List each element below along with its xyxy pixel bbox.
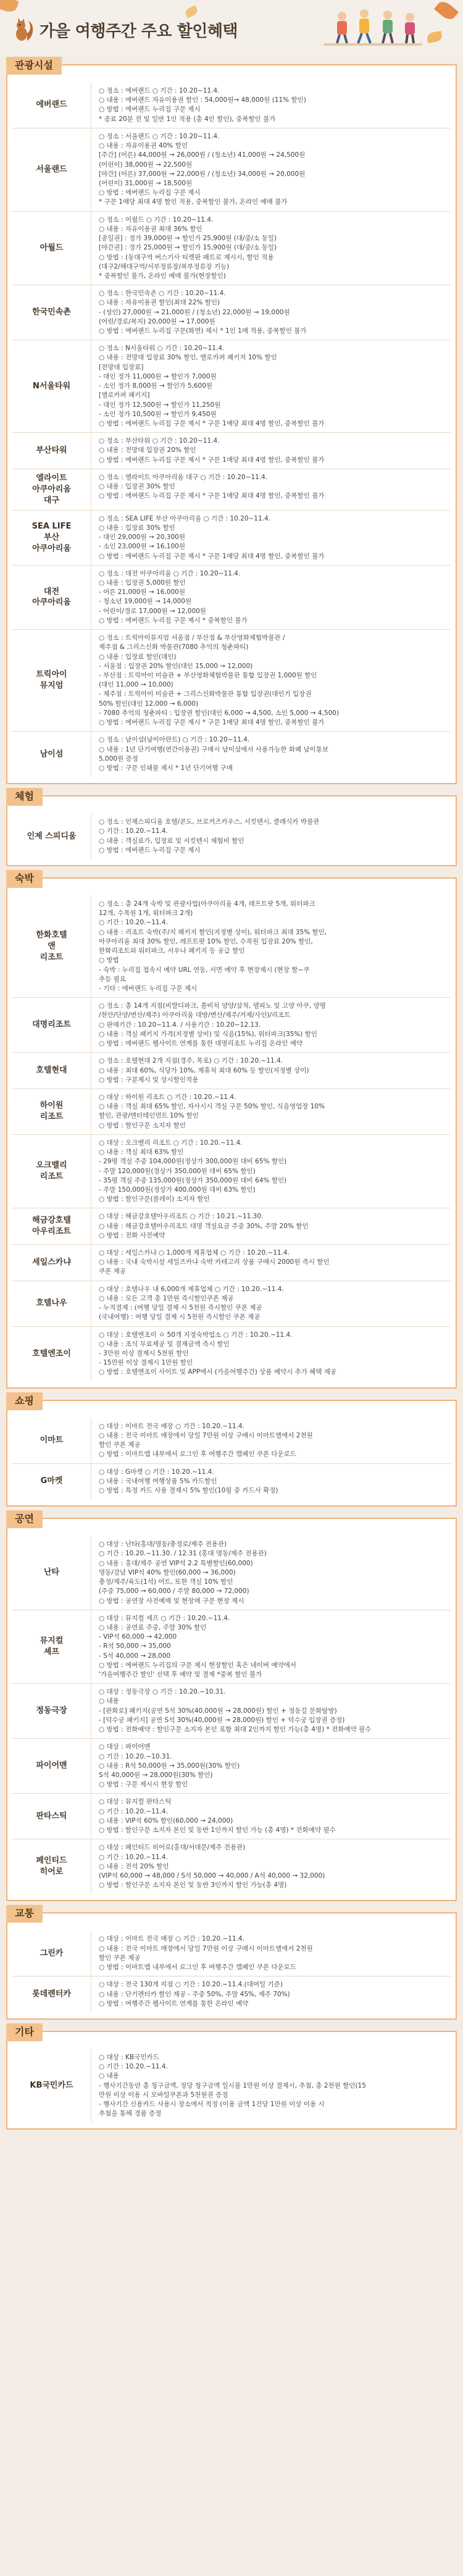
detail-line: ○ 방법 : 에버랜드 웹사이트 연계를 통한 대명리조트 누리집 온라인 예약 bbox=[99, 1040, 303, 1048]
detail-line: ○ 내용 : 리조트 숙박(주/지 패키지 할인(지정별 상이), 워터파크 최대 35% 할인, bbox=[99, 928, 327, 936]
detail-line: ○ 방법 : 전화 사전예약 bbox=[99, 1231, 165, 1239]
benefit-details bbox=[91, 1208, 451, 1244]
detail-line: - 기타 : 에버랜드 누리집 구문 제시 bbox=[99, 985, 198, 992]
detail-line: '가을여행주간 할인' 선택 후 예약 및 결제 *중복 할인 불가 bbox=[99, 1671, 262, 1679]
detail-line: ○ 내용 : 국내여행 여행상품 5% 카드할인 bbox=[99, 1477, 217, 1485]
detail-line: 한화리조트와 워터파크, 서우나 패키지 등 공급 할인 bbox=[99, 947, 245, 955]
benefit-details bbox=[91, 1931, 451, 1976]
benefit-details bbox=[91, 732, 451, 777]
detail-line: 쿠폰 제공 bbox=[99, 1268, 126, 1276]
venue-name: 그린카 bbox=[12, 1931, 91, 1976]
benefit-details bbox=[91, 2049, 451, 2123]
detail-line: [전망대 입장료] bbox=[99, 363, 144, 371]
detail-line: ○ 방법 : 할인구문 소지자 할인 bbox=[99, 1121, 186, 1129]
detail-line: ○ 내용 bbox=[99, 1697, 119, 1705]
section-title: 체험 bbox=[6, 788, 43, 806]
benefit-row bbox=[12, 1610, 451, 1684]
detail-line: - 어린이/경로 17,000원 → 12,000원 bbox=[99, 607, 206, 615]
venue-name: 남이섬 bbox=[12, 732, 91, 777]
benefit-details bbox=[91, 340, 451, 432]
detail-line: ○ 기간 : 10.20.~11.4. bbox=[99, 1807, 168, 1815]
benefit-table bbox=[12, 1418, 451, 1500]
detail-line: ○ 방법 : 에버랜드 누리집 구문 제시 * 구문 1매당 최대 4명 할인, 중복할인 불가 bbox=[99, 456, 325, 464]
leaf-decoration bbox=[434, 0, 459, 22]
venue-name: 정동극장 bbox=[12, 1684, 91, 1738]
detail-line: ○ 대상 : 뮤지컬 셰프 ○ 기간 : 10.20.~11.4. bbox=[99, 1614, 230, 1622]
venue-name: 대전 아쿠아리움 bbox=[12, 566, 91, 629]
venue-name: 호텔엔조이 bbox=[12, 1327, 91, 1381]
venue-name: 파이어맨 bbox=[12, 1739, 91, 1793]
detail-line: ○ 정소 : 총 24개 숙박 및 관광사업(아쿠아리움 4개, 래프트팟 5개, 워터파크 bbox=[99, 900, 315, 908]
detail-line: [엘로카퍼 패키지] bbox=[99, 391, 150, 399]
detail-line: ○ 정소 : 엘라이트 아쿠아리움 대구 ○ 기간 : 10.20~11.4. bbox=[99, 473, 268, 481]
detail-line: ○ 정소 : 남이섬(남이아란트) ○ 기간 : 10.20~11.4. bbox=[99, 736, 250, 744]
detail-line: ○ 내용 : 전망대 입장권 20% 할인 bbox=[99, 446, 196, 454]
benefit-details bbox=[91, 1739, 451, 1793]
detail-line: [야간] (어른) 37,000원 → 22,000원 / (청소년) 34,000원 → 20,000원 bbox=[99, 170, 306, 178]
benefit-details bbox=[91, 814, 451, 859]
detail-line: ○ 내용 : 국내 숙박시설 세일즈카냐 숙박 카테고리 상품 구매시 2000원 즉시 할인 bbox=[99, 1258, 330, 1266]
benefit-row bbox=[12, 1463, 451, 1500]
detail-line: - 어른 21,000원 → 16,000원 bbox=[99, 588, 185, 596]
detail-line: - 35평 객실 주중 135,000원(정상가 350,000원 대비 64% 할인) bbox=[99, 1176, 287, 1184]
venue-name: G마켓 bbox=[12, 1464, 91, 1500]
detail-line: - 대인 정가 12,500원 → 할인가 11,250원 bbox=[99, 401, 221, 409]
benefit-row bbox=[12, 896, 451, 997]
detail-line: - 소인 정가 10,500원 → 할인가 9,450원 bbox=[99, 410, 217, 418]
detail-line: ○ 방법 : 에버랜드 누리집 구문 제시 * 구문 1매당 최대 4명 할인, 중복할인 불가 bbox=[99, 420, 325, 427]
detail-line: ○ 방법 : 호텔엔조이 사이트 및 APP에서 (가을여행주간) 상품 예약시 추가 혜택 제공 bbox=[99, 1368, 337, 1376]
detail-line: - 서울점 : 입장권 20% 할인(대인 15,000 → 12,000) bbox=[99, 662, 253, 670]
detail-line: ○ 방법 : 구문 인쇄물 제시 * 1년 단기여행 구매 bbox=[99, 764, 233, 772]
detail-line: 아쿠아리움 최대 30% 할인, 레프트팟 10% 할인, 수목원 입장료 20% 할인, bbox=[99, 937, 313, 945]
venue-name: 트릭아이 뮤지엄 bbox=[12, 630, 91, 731]
detail-line: ○ 대상 : 이마트 전국 매장 ○ 기간 : 10.20.~11.4. bbox=[99, 1935, 244, 1943]
benefit-details bbox=[91, 433, 451, 469]
benefit-details bbox=[91, 285, 451, 340]
detail-line: ○ 내용 : 단기렌터카 할인 제공 - 주중 50%, 주말 45%, 제주 70%) bbox=[99, 1990, 290, 1998]
detail-line: ○ 정소 : 한국민속촌 ○ 기간 : 10.20~11.4. bbox=[99, 290, 226, 298]
benefit-section bbox=[6, 1513, 457, 1901]
benefit-details bbox=[91, 128, 451, 211]
detail-line: - 15만원 이상 결제시 1만원 할인 bbox=[99, 1359, 193, 1367]
detail-line: ○ 기간 : 10.20.~11.4. bbox=[99, 2063, 168, 2071]
benefit-row bbox=[12, 340, 451, 432]
benefit-row bbox=[12, 565, 451, 629]
detail-line: ○ 대상 : G마켓 ○ 기간 : 10.20.~11.4. bbox=[99, 1468, 214, 1476]
detail-line: ○ 대상 : 세일스카냐 ○ 1,000개 제휴업체 ○ 기간 : 10.20.~11.4. bbox=[99, 1249, 290, 1257]
benefit-row bbox=[12, 1839, 451, 1894]
benefit-table bbox=[12, 896, 451, 1381]
detail-line: ○ 기간 : 10.20.~11.30. / 12.31 (홍대 명동/제주 전용관) bbox=[99, 1550, 267, 1558]
detail-line: ○ 내용 : 입장권 30% 할인 bbox=[99, 483, 175, 491]
detail-line: ○ 내용 : 객실 패키지 가격(지정별 상이) 및 식음(15%), 워터파크(35%) 할인 bbox=[99, 1030, 317, 1038]
benefit-details bbox=[91, 1281, 451, 1326]
detail-line: - 행사기간 신용카드 사용시 장소에서 적정 (이용 금액 1건당 1만원 이상 이용 시 bbox=[99, 2101, 325, 2109]
benefit-details bbox=[91, 1089, 451, 1134]
benefit-row bbox=[12, 211, 451, 285]
detail-line: ○ 방법 : 에버랜드 누리집 구문(화면) 제시 * 1인 1매 적용, 중복할인 불가 bbox=[99, 327, 307, 335]
detail-line: ○ 정소 : 트릭아이뮤지엄 서울점 / 부산점 & 부산영화체험박물관 / bbox=[99, 634, 285, 642]
venue-name: 서울랜드 bbox=[12, 128, 91, 211]
benefit-row bbox=[12, 1536, 451, 1610]
detail-line: ○ 방법 : 전화예약 : 할인구문 소지자 본인 포함 최대 2인까지 할인 가능(총 4명) * 전화예약 필수 bbox=[99, 1726, 372, 1734]
benefit-details bbox=[91, 1976, 451, 2012]
detail-line: ○ 내용 : VIP석 60% 할인(60,000 → 24,000) bbox=[99, 1817, 233, 1825]
detail-line: ○ 내용 : 전석 20% 할인 bbox=[99, 1862, 169, 1870]
detail-line: ○ 내용 : 입장료 30% 할인 bbox=[99, 524, 175, 532]
detail-line: [종일권] : 정가 39,000원 → 할인가 25,900원 (대/중/소 동일) bbox=[99, 235, 277, 243]
detail-line: ○ 내용 : 전국 이마트 매장에서 당일 7만원 이상 구매시 이마트엘에서 2천원 bbox=[99, 1944, 313, 1952]
detail-line: ○ 내용 : 해금강호텔아우리조트 대명 객실요금 주중 30%, 주말 20% 할인 bbox=[99, 1222, 309, 1230]
leaf-decoration bbox=[427, 31, 443, 43]
detail-line: ○ 내용 : 입장권 5,000원 할인 bbox=[99, 579, 186, 587]
benefit-section bbox=[6, 1394, 457, 1507]
detail-line: - VIP석 60,000 → 42,000 bbox=[99, 1633, 177, 1641]
detail-line: ○ 방법 : 공연장 사전예매 및 현장매 구문 현장 제시 bbox=[99, 1597, 244, 1605]
detail-line: - 누적결제 : (여행 당일 결제 시 5천원 즉시할인 쿠폰 제공 bbox=[99, 1304, 262, 1312]
benefit-details bbox=[91, 1610, 451, 1684]
squirrel-icon bbox=[14, 17, 35, 42]
detail-line: ○ 방법 : 할인구문 소지자 본인 및 동반 3인까지 할인 가능(총 4명) bbox=[99, 1881, 287, 1889]
detail-line: ○ 기간 : 10.20.~11.4. bbox=[99, 919, 168, 927]
section-title: 교통 bbox=[6, 1905, 43, 1923]
detail-line: ○ 방법 : 여행주간 웹사이트 연계를 통한 온라인 예약 bbox=[99, 1999, 249, 2007]
detail-line: ○ 방법 : 특정 카드 사용 결제시 5% 할인(10월 중 카드사 확정) bbox=[99, 1486, 278, 1494]
detail-line: - 부산점 : 트릭아이 미술관 + 부산영화체험박물관 통합 입장권 1,000원 할인 bbox=[99, 671, 317, 679]
detail-line: ○ 방법 : 에버랜드 누리집 구문 제시 * 구문 1매당 최대 4명 할인, 중복할인 불가 bbox=[99, 719, 325, 727]
benefit-details bbox=[91, 1053, 451, 1089]
detail-line: ○ 방법 : 에버랜드 누리집의 구문 제시 현장할인 혹은 네이버 예약에서 bbox=[99, 1661, 296, 1669]
detail-line: - 숙박 : 누리집 접속시 예약 URL 연동, 서면 예약 후 현장제시 (현장 할~쿠 bbox=[99, 966, 310, 974]
benefit-row bbox=[12, 1931, 451, 1976]
detail-line: 할인 쿠폰 제공 bbox=[99, 1441, 141, 1449]
venue-name: 페인티드 히어로 bbox=[12, 1839, 91, 1894]
section-title: 기타 bbox=[6, 2023, 43, 2041]
benefit-details bbox=[91, 1536, 451, 1610]
detail-line: ○ 내용 : 객실료가, 입장료 및 서킷텐시 체험비 할인 bbox=[99, 837, 244, 845]
detail-line: 명동/강남 VIP석 40% 할인(60,000 → 36,000) bbox=[99, 1568, 236, 1576]
venue-name: 부산타워 bbox=[12, 433, 91, 469]
benefit-section bbox=[6, 2025, 457, 2130]
benefit-row bbox=[12, 1052, 451, 1089]
detail-line: 50% 할인(대인 12,000 → 6,000) bbox=[99, 700, 199, 708]
detail-line: ○ 정소 : 대전 아쿠아리움 ○ 기간 : 10.20~11.4. bbox=[99, 569, 241, 577]
detail-line: ○ 내용 : 공연료 주중, 주말 30% 할인 bbox=[99, 1623, 207, 1631]
venue-name: 해금강호텔 아우리조트 bbox=[12, 1208, 91, 1244]
detail-line: 할인, 관광/엔터테인먼트 10% 할인 bbox=[99, 1112, 199, 1120]
detail-line: ○ 기간 : 10.20.~11.4. bbox=[99, 1853, 168, 1861]
benefit-details bbox=[91, 896, 451, 997]
benefit-row bbox=[12, 469, 451, 510]
detail-line: ○ 방법 : 할인구문 소지자 본인 및 동반 1인까지 할인 가능 (총 4명) * 전화예약 필수 bbox=[99, 1826, 336, 1834]
page-header bbox=[0, 0, 463, 56]
detail-line: (어린이) 31,000원 → 18,500원 bbox=[99, 179, 193, 187]
detail-line: ○ 내용 : 조식 무료제공 및 결제금액 즉시 할인 bbox=[99, 1340, 230, 1348]
detail-line: ○ 방법 : 이마트앱 내부에서 로그인 후 여행주간 캠페인 쿠폰 다운로드 bbox=[99, 1450, 296, 1458]
detail-line: ○ 대상 : 페인티드 히어로(홍대/서대문/제주 전용관) bbox=[99, 1844, 246, 1852]
detail-line: - S석 40,000 → 28,000 bbox=[99, 1652, 171, 1660]
leaf-decoration bbox=[184, 5, 199, 18]
benefit-table bbox=[12, 1931, 451, 2012]
benefit-row bbox=[12, 1418, 451, 1463]
benefit-section bbox=[6, 790, 457, 866]
detail-line: ○ 기간 : 10.20.~11.4. bbox=[99, 827, 168, 835]
detail-line: ○ 내용 : 최대 60%, 식당가 10%, 제휴처 최대 60% 등 할인(지정별 상이) bbox=[99, 1066, 309, 1074]
venue-name: 오크밸리 리조트 bbox=[12, 1135, 91, 1208]
benefit-row bbox=[12, 1683, 451, 1738]
detail-line: ○ 대상 : 정동극장 ○ 기간 : 10.20.~10.31. bbox=[99, 1688, 226, 1696]
detail-line: ○ 내용 : 자유이용권 할인(최대 22% 할인) bbox=[99, 299, 220, 307]
detail-line: ○ 내용 : 입장료 할인(대인) bbox=[99, 653, 177, 661]
detail-line: - 소인 23,000원 → 16,100원 bbox=[99, 543, 185, 551]
venue-name: 뮤지컬 셰프 bbox=[12, 1610, 91, 1684]
detail-line: (어린이) 38,000원 → 22,500원 bbox=[99, 161, 193, 169]
detail-line: ○ 대상 : 해금강호텔아우리조트 ○ 기간 : 10.21.~11.30. bbox=[99, 1213, 264, 1221]
detail-line: * 종료 20분 전 및 일반 1인 적용 (총 4인 할인), 중복할인 불가 bbox=[99, 115, 276, 123]
detail-line: - 청소년 19,000원 → 14,000원 bbox=[99, 598, 192, 606]
detail-line: * 구문 1매당 최대 4명 할인 적용, 중복할인 불가, 온라인 예매 불가 bbox=[99, 198, 288, 206]
benefit-row bbox=[12, 2049, 451, 2123]
detail-line: - 제주점 : 트릭아이 미술관 + 그리스신화박물관 통합 입장권(대인기 입장권 bbox=[99, 690, 312, 698]
benefit-details bbox=[91, 1418, 451, 1463]
detail-line: - 주말 120,000원(정상가 350,000원 대비 65% 할인) bbox=[99, 1167, 256, 1175]
section-title: 공연 bbox=[6, 1510, 43, 1528]
detail-line: (어린/경로/복지) 20,000원 → 17,000원 bbox=[99, 317, 215, 325]
detail-line: ○ 정소 : 서울랜드 ○ 기간 : 10.20~11.4. bbox=[99, 132, 220, 140]
detail-line: ○ 내용 : 자유이용권 최대 36% 할인 bbox=[99, 225, 202, 233]
detail-line: 제주점 & 그리스신화 박물관(7080 추억의 청춘파티) bbox=[99, 643, 249, 651]
detail-line: (대인 11,000 → 10,000) bbox=[99, 681, 173, 689]
venue-name: 한국민속촌 bbox=[12, 285, 91, 340]
venue-name: 하이원 리조트 bbox=[12, 1089, 91, 1134]
detail-line: ○ 내용 : 객실 최대 65% 할인, 자사시시 객실 구문 50% 할인, 식음영업장 10% bbox=[99, 1103, 325, 1111]
detail-line: ○ 정소 : 이월드 ○ 기간 : 10.20~11.4. bbox=[99, 215, 214, 224]
detail-line: ○ 내용 : R석 50,000원 → 35,000원(30% 할인) bbox=[99, 1762, 240, 1770]
benefit-row bbox=[12, 1326, 451, 1381]
leaf-decoration bbox=[0, 0, 19, 14]
detail-line: ○ 정소 : 총 14개 지점(비발디파크, 쏠비치 양양/삼척, 델피노 및 고양 아쿠, 양평 bbox=[99, 1002, 326, 1010]
detail-line: ○ 방법 : 에버랜드 누리집 구문 제시 * 중복할인 불가 bbox=[99, 616, 248, 624]
benefit-row bbox=[12, 1738, 451, 1793]
detail-line: ○ 방법 : 에버랜드 누리집 구문 제시 bbox=[99, 106, 201, 114]
detail-line: ○ 방법 : 에버랜드 누리집 구문 제시 * 구문 1매당 최대 4명 할인, 중복할인 불가 bbox=[99, 552, 325, 560]
travelers-illustration bbox=[323, 6, 422, 53]
benefit-row bbox=[12, 997, 451, 1052]
section-title: 관광시설 bbox=[6, 57, 62, 75]
benefit-row bbox=[12, 1281, 451, 1326]
detail-line: S석 40,000원 → 28,000원(30% 할인) bbox=[99, 1771, 213, 1779]
detail-line: ○ 방법 : 구문 제시시 현장 할인 bbox=[99, 1781, 188, 1789]
detail-line: ○ 대상 : 뮤지컬 판타스틱 bbox=[99, 1798, 172, 1806]
detail-line: ○ 내용 : 에버랜드 자유이용권 할인 : 54,000원→ 48,000원 (11% 할인) bbox=[99, 96, 306, 104]
detail-line: ○ 방법 bbox=[99, 956, 119, 964]
benefit-row bbox=[12, 814, 451, 859]
venue-name: 세일스카냐 bbox=[12, 1245, 91, 1281]
detail-line: - R석 50,000 → 35,000 bbox=[99, 1642, 171, 1650]
venue-name: 인제 스피디움 bbox=[12, 814, 91, 859]
benefit-details bbox=[91, 1327, 451, 1381]
venue-name: SEA LIFE 부산 아쿠아리움 bbox=[12, 511, 91, 565]
venue-name: 판타스틱 bbox=[12, 1794, 91, 1839]
benefit-section bbox=[6, 59, 457, 784]
benefit-row bbox=[12, 1134, 451, 1208]
detail-line: ○ 대상 : 난타(홍대/명동/충정로/제주 전용관) bbox=[99, 1541, 227, 1549]
detail-line: 만원 이상 이용 시 모바일쿠폰과 5천원권 증정 bbox=[99, 2091, 228, 2099]
detail-line: - 29평 객실 주중 104,000원(정상가 300,000원 대비 65% 할인) bbox=[99, 1158, 287, 1166]
detail-line: 추첨을 통해 경품 증정 bbox=[99, 2110, 162, 2118]
detail-line: 할인 쿠폰 제공 bbox=[99, 1954, 141, 1962]
benefit-table bbox=[12, 814, 451, 859]
detail-line: ○ 대상 : 호텔나우 내 6,000개 제휴업체 ○ 기간 : 10.20.~11.4. bbox=[99, 1285, 284, 1293]
detail-line: - 7080 추억의 청춘파티 : 입장권 할인(대인 6,000 → 4,500, 소인 5,000 → 4,500) bbox=[99, 709, 340, 717]
detail-line: ○ 내용 : 1년 단기여행(연간이용권) 구매시 남이섬에서 사용가능한 화폐 남이통보 bbox=[99, 745, 329, 753]
detail-line: ○ 대상 : 이마트 전국 매장 ○ 기간 : 10.20.~11.4. bbox=[99, 1422, 244, 1430]
detail-line: ○ 정소 : 에버랜드 ○ 기간 : 10.20~11.4. bbox=[99, 87, 220, 94]
detail-line: - [덕수궁 패키지] 공연 S석 30%(40,000원 → 28,000원) 할인 + 덕수궁 입장권 증정) bbox=[99, 1716, 345, 1724]
detail-line: ○ 내용 : 전망대 입장료 30% 할인, 엘로카퍼 패키지 10% 할인 bbox=[99, 354, 277, 362]
detail-line: 12개, 수목원 1개, 워터파크 2개) bbox=[99, 910, 193, 918]
detail-line: - 소인 정가 8,000원 → 할인가 5,600원 bbox=[99, 382, 213, 390]
detail-line: ○ 방법 : 구분제시 및 상시할인적용 bbox=[99, 1076, 199, 1084]
benefit-details bbox=[91, 469, 451, 510]
detail-line: ○ 기간 : 10.20.~10.31. bbox=[99, 1752, 172, 1760]
section-title: 숙박 bbox=[6, 870, 43, 888]
detail-line: ○ 대상 : 호텔엔조이 ㅇ 50개 지정숙박업소 ○ 기간 : 10.20.~11.4. bbox=[99, 1331, 293, 1339]
detail-line: ○ 내용 : 모든 고객 총 1만원 즉시할인쿠폰 제공 bbox=[99, 1294, 234, 1302]
detail-line: ○ 판매기간 : 10.20~11.4. / 사용기간 : 10.20~12.13. bbox=[99, 1021, 261, 1029]
detail-line: ○ 정소 : 부산타워 ○ 기간 : 10.20~11.4. bbox=[99, 437, 220, 445]
benefit-table bbox=[12, 2049, 451, 2123]
benefit-row bbox=[12, 1793, 451, 1839]
benefit-details bbox=[91, 998, 451, 1052]
detail-line: - 대인 정가 11,000원 → 할인가 7,000원 bbox=[99, 372, 217, 380]
benefit-table bbox=[12, 1536, 451, 1894]
detail-line: - (성인) 27,000원 → 21,000원 / (청소년) 22,000원 → 19,000원 bbox=[99, 308, 290, 316]
venue-name: 롯데렌터카 bbox=[12, 1976, 91, 2012]
detail-line: * 중복할인 불가, 온라인 예매 불가(현장할인) bbox=[99, 272, 226, 280]
venue-name: 에버랜드 bbox=[12, 83, 91, 128]
benefit-details bbox=[91, 1794, 451, 1839]
detail-line: - [판화로] 패키지(공연 S석 30%(40,000원 → 28,000원) 할인 + 정동길 문화탐방) bbox=[99, 1707, 337, 1715]
benefit-table bbox=[12, 83, 451, 777]
benefit-details bbox=[91, 83, 451, 128]
section-title: 쇼핑 bbox=[6, 1392, 43, 1410]
venue-name: 난타 bbox=[12, 1536, 91, 1610]
benefit-row bbox=[12, 1208, 451, 1244]
benefit-details bbox=[91, 1684, 451, 1738]
benefit-row bbox=[12, 1244, 451, 1281]
benefit-details bbox=[91, 1135, 451, 1208]
detail-line: ○ 방법 : 할인구문(플레이) 소지자 할인 bbox=[99, 1195, 210, 1203]
detail-line: ○ 방법 : 에버랜드 누리집 구문 제시 bbox=[99, 189, 201, 197]
benefit-row bbox=[12, 629, 451, 731]
page-title: 가을 여행주간 주요 할인혜택 bbox=[40, 22, 238, 41]
benefit-row bbox=[12, 432, 451, 469]
detail-line: 추등 필요 bbox=[99, 975, 126, 983]
detail-line: [야간권] : 정가 25,000원 → 할인가 15,900원 (대/중/소 동일) bbox=[99, 244, 277, 252]
detail-line: - 대인 29,000원 → 20,300원 bbox=[99, 533, 185, 542]
detail-line: - 3만원 이상 결제시 5천원 할인 bbox=[99, 1350, 189, 1357]
benefit-row bbox=[12, 731, 451, 777]
detail-line: ○ 대상 : KB국민카드 bbox=[99, 2053, 159, 2061]
detail-line: ○ 방법 : 이마트앱 내부에서 로그인 후 여행주간 캠페인 쿠폰 다운로드 bbox=[99, 1963, 296, 1972]
benefit-details bbox=[91, 212, 451, 285]
benefit-row bbox=[12, 1089, 451, 1134]
detail-line: ○ 내용 : 객실 최대 63% 할인 bbox=[99, 1148, 184, 1156]
benefit-details bbox=[91, 630, 451, 731]
detail-line: 5,000원 증정 bbox=[99, 755, 138, 763]
benefit-section bbox=[6, 1907, 457, 2020]
benefit-section bbox=[6, 872, 457, 1389]
benefit-row bbox=[12, 1976, 451, 2012]
detail-line: ○ 방법 : (동대구역 버스기사 티켓판 패트로 제시시, 할인 적용 bbox=[99, 253, 274, 261]
venue-name: 아월드 bbox=[12, 212, 91, 285]
detail-line: ○ 내용 bbox=[99, 2072, 119, 2080]
detail-line: (국내여행) : 여행 당일 결제 시 5천원 즉시할인 쿠폰 제공 bbox=[99, 1313, 261, 1321]
detail-line: ○ 내용 : 홍대/제주 공연 VIP석 2.2 특별할인(60,000) bbox=[99, 1559, 253, 1567]
benefit-row bbox=[12, 83, 451, 128]
detail-line: 충정/제주/육도(1석) 어트, 또한 객실 10% 할인 bbox=[99, 1578, 233, 1586]
detail-line: (주중 75,000 → 60,000 / 주말 80,000 → 72,000) bbox=[99, 1587, 249, 1595]
benefit-details bbox=[91, 566, 451, 629]
detail-line: ○ 대상 : 파이어맨 bbox=[99, 1743, 151, 1751]
detail-line: - 행사기간동안 총 청구금액, 정당 청구금액 일시불 1만원 이상 결제시, 추첨, 총 2천원 할인(15 bbox=[99, 2081, 366, 2089]
venue-name: 한화호텔 앤 리조트 bbox=[12, 896, 91, 997]
benefit-details bbox=[91, 1839, 451, 1894]
detail-line: /천안/단양/변산/제주) 아쿠아리움 대방/변산/제주/거제/사인)/리조트 bbox=[99, 1011, 291, 1019]
detail-line: - 주말 150,000원(정상가 400,000원 대비 63% 할인) bbox=[99, 1186, 256, 1194]
sections-container bbox=[0, 59, 463, 2130]
detail-line: ○ 정소 : N서울타워 ○ 기간 : 10.20~11.4. bbox=[99, 345, 225, 353]
venue-name: 호텔현대 bbox=[12, 1053, 91, 1089]
venue-name: 호텔나우 bbox=[12, 1281, 91, 1326]
venue-name: N서울타워 bbox=[12, 340, 91, 432]
detail-line: ○ 내용 : 자유이용권 40% 할인 bbox=[99, 142, 188, 150]
detail-line: (대구2/해대구역/서부정류장/북부정류장 기능) bbox=[99, 262, 230, 270]
detail-line: ○ 방법 : 에버랜드 누리집 구문 제시 * 구문 1매당 최대 4명 할인, 중복할인 불가 bbox=[99, 492, 325, 500]
detail-line: [주간] (어른) 44,000원 → 26,000원 / (청소년) 41,000원 → 24,500원 bbox=[99, 151, 306, 159]
benefit-row bbox=[12, 510, 451, 565]
detail-line: ○ 대상 : 하이원 리조트 ○ 기간 : 10.20.~11.4. bbox=[99, 1093, 236, 1101]
detail-line: ○ 대상 : 전국 130개 지점 ○ 기간 : 10.20.~11.4.(대여일 기준) bbox=[99, 1981, 283, 1989]
detail-line: ○ 정소 : 인제스피디움 호텔/콘도, 브로커즈카우스, 서킷텐시, 클래식카 박물관 bbox=[99, 818, 320, 826]
detail-line: ○ 방법 : 에버랜드 누리집 구문 제시 bbox=[99, 846, 201, 854]
venue-name: 대명리조트 bbox=[12, 998, 91, 1052]
detail-line: ○ 정소 : SEA LIFE 부산 아쿠아리움 ○ 기간 : 10.20~11.4. bbox=[99, 514, 271, 522]
venue-name: 엘라이트 아쿠아리움 대구 bbox=[12, 469, 91, 510]
detail-line: (VIP석 60,000 → 48,000 / S석 50,000 → 40,000 / A석 40,000 → 32,000) bbox=[99, 1871, 325, 1880]
benefit-row bbox=[12, 128, 451, 211]
benefit-details bbox=[91, 1464, 451, 1500]
venue-name: KB국민카드 bbox=[12, 2049, 91, 2123]
venue-name: 이마트 bbox=[12, 1418, 91, 1463]
detail-line: ○ 정소 : 호텔현대 2개 지점(경주, 목포) ○ 기간 : 10.20.~11.4. bbox=[99, 1057, 283, 1065]
benefit-details bbox=[91, 1245, 451, 1281]
detail-line: ○ 내용 : 전국 이마트 매장에서 당일 7만원 이상 구매시 이마트엘에서 2천원 bbox=[99, 1431, 313, 1439]
benefit-row bbox=[12, 285, 451, 340]
detail-line: ○ 대상 : 오크밸리 리조트 ○ 기간 : 10.20.~11.4. bbox=[99, 1139, 243, 1147]
benefit-details bbox=[91, 511, 451, 565]
